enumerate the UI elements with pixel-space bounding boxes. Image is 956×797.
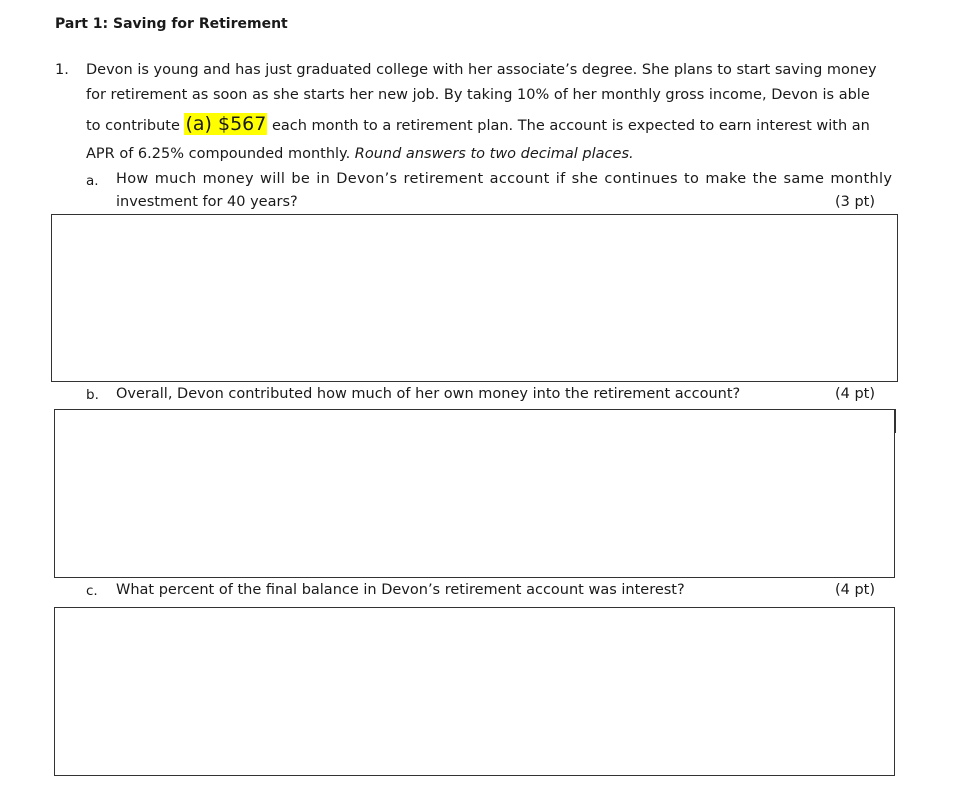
part-c-letter: c. (86, 583, 98, 599)
question-line-1: Devon is young and has just graduated college with her associate’s degree. She plans to start saving money (86, 62, 877, 78)
question-line-4 (86, 146, 634, 162)
part-a-answer-box[interactable] (51, 214, 898, 382)
part-a-question-line-1: How much money will be in Devon’s retirement account if she continues to make the same monthly (116, 171, 893, 187)
rounding-instruction: Round answers to two decimal places. (354, 146, 634, 162)
question-line-3-end: each month to a retirement plan. The account is expected to earn interest with an (267, 118, 870, 134)
part-b-question: Overall, Devon contributed how much of her own money into the retirement account? (116, 386, 741, 402)
part-c-points: (4 pt) (834, 582, 875, 598)
question-line-4-text: APR of 6.25% compounded monthly. (86, 146, 355, 162)
contribution-highlight: (a) $567 (185, 113, 267, 135)
part-b-points: (4 pt) (834, 386, 875, 402)
box-edge-mark (894, 409, 896, 433)
question-number: 1. (55, 62, 69, 78)
question-line-3-start: to contribute (86, 118, 185, 134)
part-c-answer-box[interactable] (54, 607, 895, 776)
part-b-letter: b. (86, 387, 99, 403)
part-a-points: (3 pt) (834, 194, 875, 210)
question-line-3 (86, 113, 870, 135)
part-a-question-line-2: investment for 40 years? (116, 194, 298, 210)
part-b-answer-box[interactable] (54, 409, 895, 578)
part-a-letter: a. (86, 173, 99, 189)
part-heading: Part 1: Saving for Retirement (55, 16, 288, 32)
part-c-question: What percent of the final balance in Devon’s retirement account was interest? (116, 582, 685, 598)
question-line-2: for retirement as soon as she starts her new job. By taking 10% of her monthly gross income, Devon is able (86, 87, 870, 103)
